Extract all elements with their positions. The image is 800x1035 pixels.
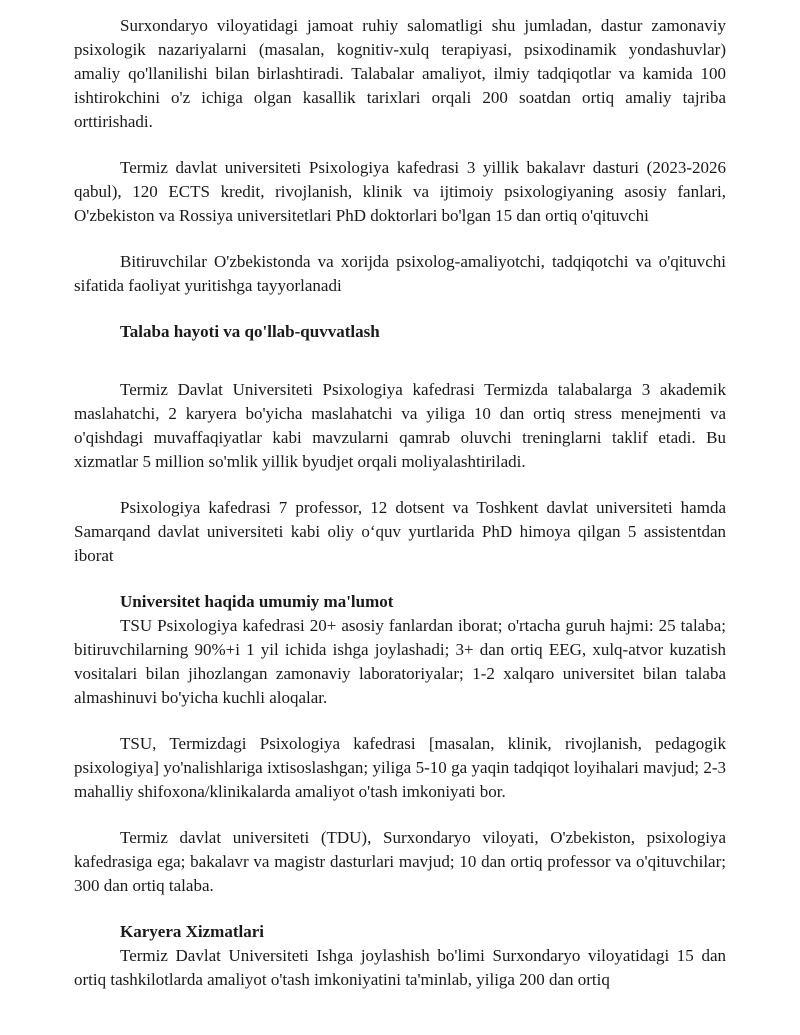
- paragraph-department-stats: TSU Psixologiya kafedrasi 20+ asosiy fanlardan iborat; o'rtacha guruh hajmi: 25 talaba; bitiruvchilarning 90%+i 1 yil ichida ishga joylashadi; 3+ dan ortiq EEG, xulq-atvor kuzatish vositalari bilan jihozlangan zamonaviy laboratoriyalar; 1-2 xalqaro universitet bilan talaba almashinuvi bo'yicha kuchli aloqalar.: [74, 616, 726, 707]
- paragraph-bachelor-program: Termiz davlat universiteti Psixologiya kafedrasi 3 yillik bakalavr dasturi (2023-2026 qabul), 120 ECTS kredit, rivojlanish, klinik va ijtimoiy psixologiyaning asosiy fanlari, O'zbekiston va Rossiya universitetlari PhD doktorlari bo'lgan 15 dan ortiq o'qituvchi: [74, 158, 726, 225]
- heading-student-life: Talaba hayoti va qo'llab-quvvatlash: [120, 322, 380, 341]
- heading-university-info: Universitet haqida umumiy ma'lumot: [120, 592, 394, 611]
- paragraph-graduates: Bitiruvchilar O'zbekistonda va xorijda psixolog-amaliyotchi, tadqiqotchi va o'qituvchi sifatida faoliyat yuritishga tayyorlanadi: [74, 252, 726, 295]
- paragraph-student-support: Termiz Davlat Universiteti Psixologiya kafedrasi Termizda talabalarga 3 akademik maslahatchi, 2 karyera bo'yicha maslahatchi va yiliga 10 dan ortiq stress menejmenti va o'qishdagi muvaffaqiyatlar kabi mavzularni qamrab oluvchi treninglarni taklif etadi. Bu xizmatlar 5 million so'mlik yillik byudjet orqali moliyalashtiriladi.: [74, 380, 726, 471]
- document-page: [74, 14, 726, 992]
- paragraph-specializations: TSU, Termizdagi Psixologiya kafedrasi [masalan, klinik, rivojlanish, pedagogik psixologiya] yo'nalishlariga ixtisoslashgan; yiliga 5-10 ga yaqin tadqiqot loyihalari mavjud; 2-3 mahalliy shifoxona/klinikalarda amaliyot o'tash imkoniyati bor.: [74, 734, 726, 801]
- paragraph-career-services: Termiz Davlat Universiteti Ishga joylashish bo'limi Surxondaryo viloyatidagi 15 dan ortiq tashkilotlarda amaliyot o'tash imkoniyatini ta'minlab, yiliga 200 dan ortiq: [74, 946, 726, 989]
- heading-career-services: Karyera Xizmatlari: [120, 922, 264, 941]
- paragraph-faculty: Psixologiya kafedrasi 7 professor, 12 dotsent va Toshkent davlat universiteti hamda Samarqand davlat universiteti kabi oliy o‘quv yurtlarida PhD himoya qilgan 5 assistentdan iborat: [74, 498, 726, 565]
- paragraph-program-overview: Surxondaryo viloyatidagi jamoat ruhiy salomatligi shu jumladan, dastur zamonaviy psixologik nazariyalarni (masalan, kognitiv-xulq terapiyasi, psixodinamik yondashuvlar) amaliy qo'llanilishi bilan birlashtiradi. Talabalar amaliyot, ilmiy tadqiqotlar va kamida 100 ishtirokchini o'z ichiga olgan kasallik tarixlari orqali 200 soatdan ortiq amaliy tajriba orttirishadi.: [74, 16, 726, 131]
- paragraph-university-summary: Termiz davlat universiteti (TDU), Surxondaryo viloyati, O'zbekiston, psixologiya kafedrasiga ega; bakalavr va magistr dasturlari mavjud; 10 dan ortiq professor va o'qituvchilar; 300 dan ortiq talaba.: [74, 828, 726, 895]
